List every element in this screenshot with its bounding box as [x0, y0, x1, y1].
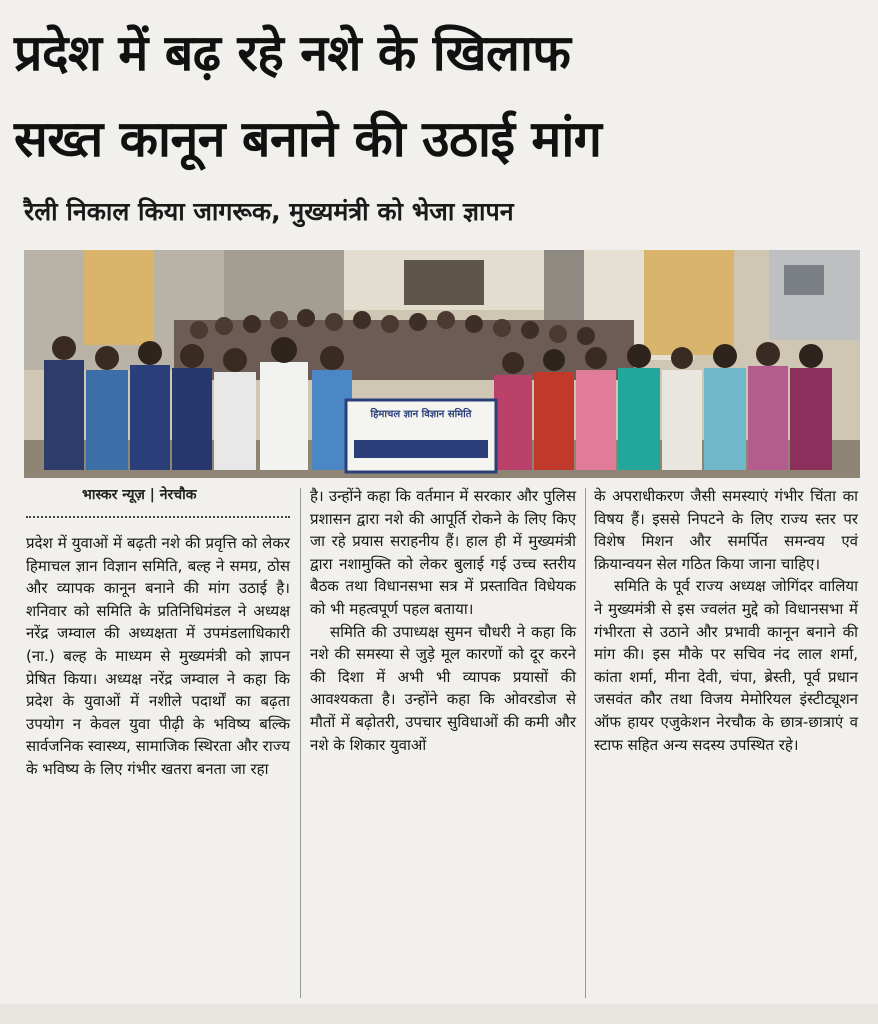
headline-line-2: सख्त कानून बनाने की उठाई मांग [14, 110, 602, 168]
column-divider [585, 488, 586, 998]
news-photo [24, 250, 860, 478]
byline: भास्कर न्यूज़ | नेरचौक [82, 487, 197, 503]
page-bottom-edge [0, 1004, 878, 1024]
article-column-3 [594, 485, 858, 756]
article-column-1 [26, 480, 290, 781]
column-divider [300, 488, 301, 998]
article-paragraph: है। उन्होंने कहा कि वर्तमान में सरकार और पुलिस प्रशासन द्वारा नशे की आपूर्ति रोकने के लिए किए जा रहे प्रयास सराहनीय हैं। हाल ही में मुख्यमंत्री द्वारा नशामुक्ति को लेकर बुलाई गई उच्च स्तरीय बैठक तथा विधानसभा सत्र में प्रस्तावित विधेयक को भी महत्वपूर्ण पहल बताया। [310, 487, 576, 618]
article-paragraph: समिति के पूर्व राज्य अध्यक्ष जोगिंदर वालिया ने मुख्यमंत्री से इस ज्वलंत मुद्दे को विधानसभा में गंभीरता से उठाने और प्रभावी कानून बनाने की मांग की। इस मौके पर सचिव नंद लाल शर्मा, कांता शर्मा, मीना देवी, चंपा, ब्रेस्ती, पूर्व प्रधान जसवंत कौर तथा विजय मेमोरियल इंस्टीट्यूशन ऑफ हायर एजुकेशन नेरचौक के छात्र-छात्राएं व स्टाफ सहित अन्य सदस्य उपस्थित रहे। [594, 577, 858, 754]
article-paragraph: प्रदेश में युवाओं में बढ़ती नशे की प्रवृत्ति को लेकर हिमाचल ज्ञान विज्ञान समिति, बल्ह ने समग्र, ठोस और व्यापक कानून बनाने की मांग उठाई है। शनिवार को समिति के प्रतिनिधिमंडल ने अध्यक्ष नरेंद्र जम्वाल की अध्यक्षता में उपमंडलाधिकारी (ना.) बल्ह के माध्यम से मुख्यमंत्री को ज्ञापन प्रेषित किया। अध्यक्ष नरेंद्र जम्वाल ने कहा कि प्रदेश के युवाओं में नशीले पदार्थों का बढ़ता उपयोग न केवल युवा पीढ़ी के भविष्य बल्कि सार्वजनिक स्वास्थ्य, सामाजिक स्थिरता और राज्य के भविष्य के लिए गंभीर खतरा बनता जा रहा [26, 534, 290, 778]
banner-text: हिमाचल ज्ञान विज्ञान समिति [370, 409, 472, 420]
article-paragraph: के अपराधीकरण जैसी समस्याएं गंभीर चिंता का विषय हैं। इससे निपटने के लिए राज्य स्तर पर विशेष मिशन और समर्पित समन्वय एवं क्रियान्वयन सेल गठित किया जाना चाहिए। [594, 487, 858, 573]
byline-divider [26, 516, 290, 518]
article-paragraph: समिति की उपाध्यक्ष सुमन चौधरी ने कहा कि नशे की समस्या से जुड़े मूल कारणों को दूर करने की दिशा में अभी भी व्यापक प्रयासों की आवश्यकता है। उन्होंने कहा कि ओवरडोज से मौतों में बढ़ोतरी, उपचार सुविधाओं की कमी और नशे के शिकार युवाओं [310, 622, 576, 754]
headline-line-1: प्रदेश में बढ़ रहे नशे के खिलाफ [14, 24, 571, 82]
subheadline: रैली निकाल किया जागरूक, मुख्यमंत्री को भेजा ज्ञापन [24, 197, 514, 226]
article-column-2 [310, 485, 576, 756]
